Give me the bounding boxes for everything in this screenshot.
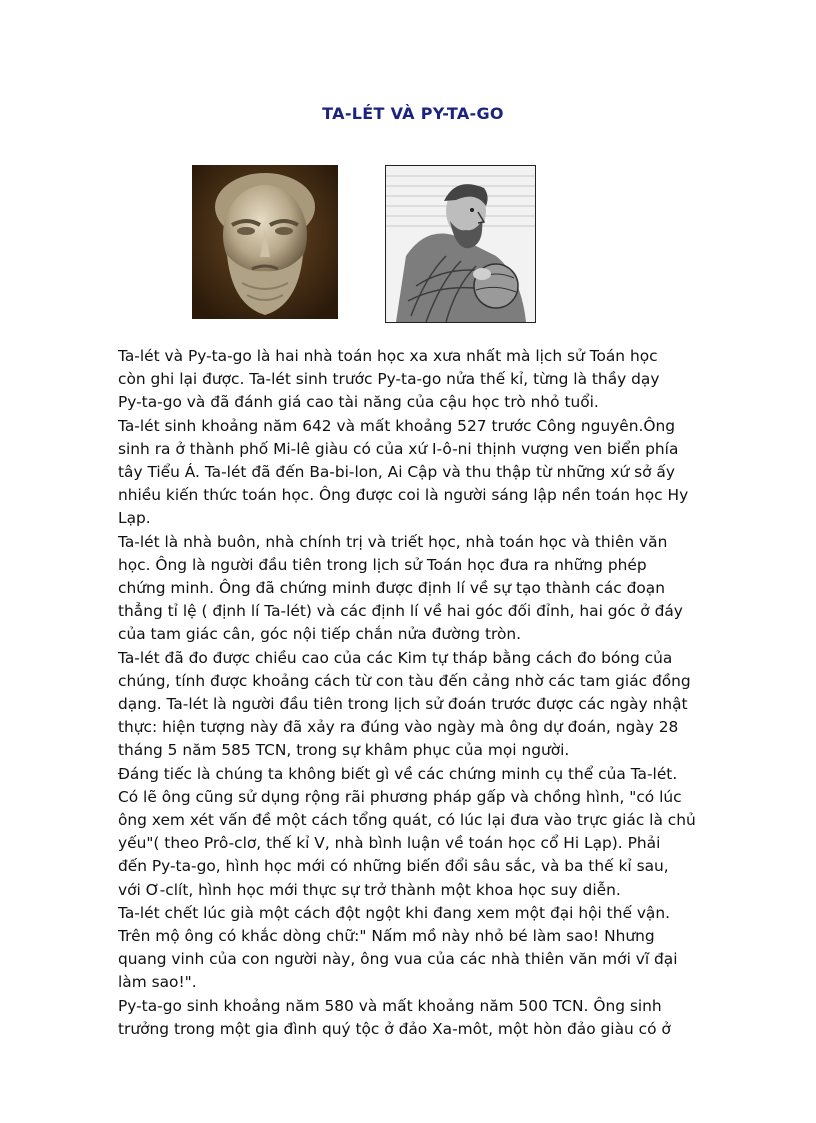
text-line: Có lẽ ông cũng sử dụng rộng rãi phương pháp gấp và chồng hình, "có lúc: [118, 787, 682, 806]
text-line: Py-ta-go sinh khoảng năm 580 và mất khoảng năm 500 TCN. Ông sinh: [118, 996, 662, 1015]
text-line: làm sao!".: [118, 973, 197, 992]
text-line: nhiều kiến thức toán học. Ông được coi là người sáng lập nền toán học Hy: [118, 486, 689, 505]
text-line: yếu"( theo Prô-clơ, thế kỉ V, nhà bình luận về toán học cổ Hi Lạp). Phải: [118, 834, 661, 853]
text-line: chúng, tính được khoảng cách từ con tàu đến cảng nhờ các tam giác đồng: [118, 671, 691, 690]
page-title: TA-LÉT VÀ PY-TA-GO: [322, 104, 504, 123]
text-line: sinh ra ở thành phố Mi-lê giàu có của xứ I-ô-ni thịnh vượng ven biển phía: [118, 439, 679, 458]
text-line: chứng minh. Ông đã chứng minh được định lí về sự tạo thành các đoạn: [118, 579, 665, 598]
thales-bust-icon: [192, 165, 338, 319]
text-line: trưởng trong một gia đình quý tộc ở đảo Xa-môt, một hòn đảo giàu có ở: [118, 1019, 671, 1038]
text-line: Ta-lét và Py-ta-go là hai nhà toán học xa xưa nhất mà lịch sử Toán học: [118, 347, 658, 365]
text-line: Py-ta-go và đã đánh giá cao tài năng của cậu học trò nhỏ tuổi.: [118, 393, 599, 412]
text-line: Trên mộ ông có khắc dòng chữ:" Nấm mồ này nhỏ bé làm sao! Nhưng: [118, 927, 655, 946]
text-line: Đáng tiếc là chúng ta không biết gì về các chứng minh cụ thể của Ta-lét.: [118, 764, 678, 783]
text-line: với Ơ-clít, hình học mới thực sự trở thành một khoa học suy diễn.: [118, 880, 621, 899]
pythagoras-engraving-icon: [385, 165, 536, 323]
text-line: còn ghi lại được. Ta-lét sinh trước Py-ta-go nửa thế kỉ, từng là thầy dạy: [118, 370, 660, 389]
text-line: thực: hiện tượng này đã xảy ra đúng vào ngày mà ông dự đoán, ngày 28: [118, 718, 679, 737]
text-line: dạng. Ta-lét là người đầu tiên trong lịch sử đoán trước được các ngày nhật: [118, 695, 688, 714]
text-line: Ta-lét sinh khoảng năm 642 và mất khoảng 527 trước Công nguyên.Ông: [118, 416, 676, 435]
text-line: tây Tiểu Á. Ta-lét đã đến Ba-bi-lon, Ai Cập và thu thập từ những xứ sở ấy: [118, 463, 675, 482]
article-body: [118, 345, 702, 1041]
text-line: học. Ông là người đầu tiên trong lịch sử Toán học đưa ra những phép: [118, 555, 647, 574]
text-line: thẳng tỉ lệ ( định lí Ta-lét) và các định lí về hai góc đối đỉnh, hai góc ở đáy: [118, 602, 683, 621]
text-line: quang vinh của con người này, ông vua của các nhà thiên văn mới vĩ đại: [118, 950, 678, 969]
text-line: đến Py-ta-go, hình học mới có những biến đổi sâu sắc, và ba thế kỉ sau,: [118, 857, 669, 876]
text-line: tháng 5 năm 585 TCN, trong sự khâm phục của mọi người.: [118, 741, 570, 760]
text-line: ông xem xét vấn đề một cách tổng quát, có lúc lại đưa vào trực giác là chủ: [118, 811, 696, 830]
text-line: Ta-lét đã đo được chiều cao của các Kim tự tháp bằng cách đo bóng của: [118, 648, 673, 667]
text-line: Ta-lét là nhà buôn, nhà chính trị và triết học, nhà toán học và thiên văn: [118, 532, 668, 551]
text-line: Lạp.: [118, 509, 151, 528]
text-line: Ta-lét chết lúc già một cách đột ngột khi đang xem một đại hội thế vận.: [118, 903, 671, 922]
text-line: của tam giác cân, góc nội tiếp chắn nửa đường tròn.: [118, 625, 522, 644]
